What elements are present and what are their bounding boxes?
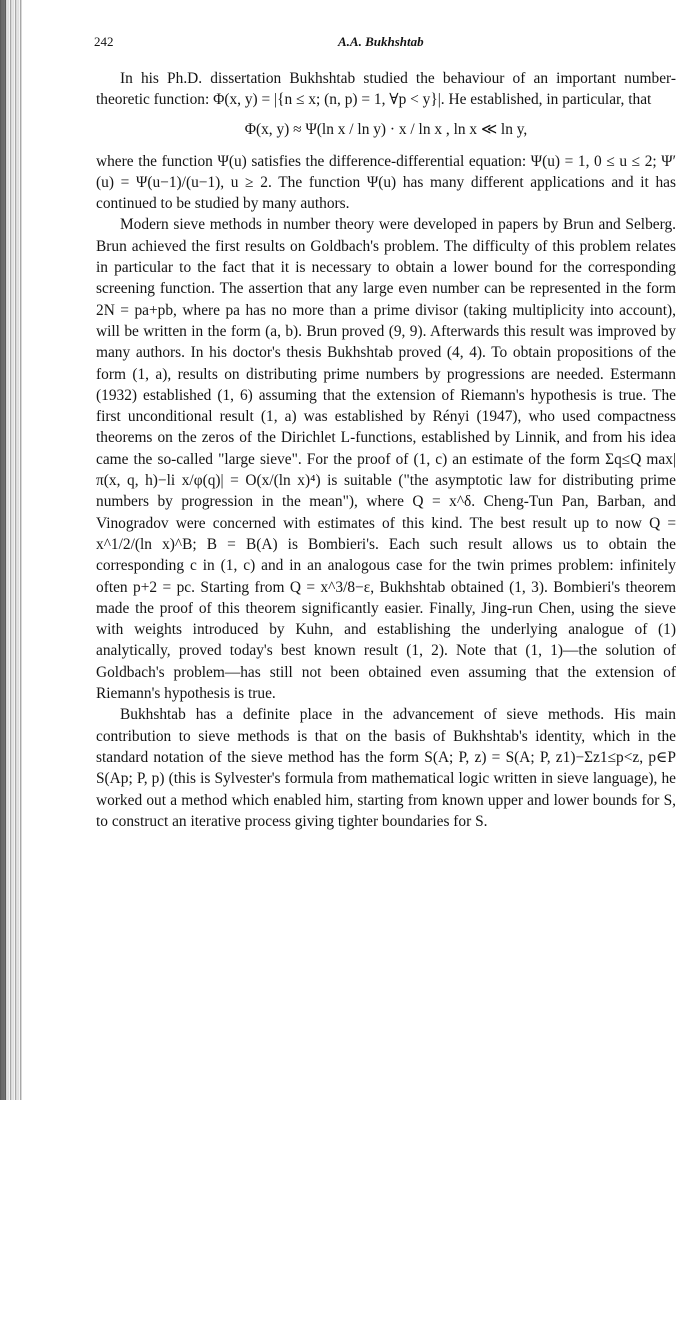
paragraph-bukhshtab-contribution: Bukhshtab has a definite place in the advancement of sieve methods. His main contribution to sieve methods is that on the basis of Bukhshtab's identity, which in the standard notation of the sieve method has the form S(A; P, z) = S(A; P, z1)−Σz1≤p<z, p∈P S(Ap; P, p) (this is Sylvester's formula from mathematical logic written in sieve language), he worked out a method which enabled him, starting from known upper and lower bounds for S, to construct an iterative process giving tighter boundaries for S.: [96, 706, 676, 830]
display-formula: Φ(x, y) ≈ Ψ(ln x / ln y) · x / ln x , ln x ≪ ln y,: [244, 120, 528, 138]
paragraph-intro: In his Ph.D. dissertation Bukhshtab studied the behaviour of an important number-theoretic function: Φ(x, y) = |{n ≤ x; (n, p) = 1, ∀p < y}|. He established, in particular, that: [96, 70, 676, 109]
running-title: A.A. Bukhshtab: [338, 34, 424, 49]
page-number: 242: [94, 34, 114, 49]
paragraph-sieve-history: Modern sieve methods in number theory were developed in papers by Brun and Selberg. Brun achieved the first results on Goldbach's problem. The difficulty of this problem relates in particular to the fact that it is necessary to obtain a lower bound for the corresponding screening function. The assertion that any large even number can be represented in the form 2N = pa+pb, where pa has no more than a prime divisor (taking multiplicity into account), will be written in the form (a, b). Brun proved (9, 9). Afterwards this result was improved by many authors. In his doctor's thesis Bukhshtab proved (4, 4). To obtain propositions of the form (1, a), results on distributing prime numbers by progressions are needed. Estermann (1932) established (1, 6) assuming that the extension of Riemann's hypothesis is true. The first unconditional result (1, a) was established by Rényi (1947), who used compactness theorems on the zeros of the Dirichlet L-functions, established by Linnik, and from his idea came the so-called "large sieve". For the proof of (1, c) an estimate of the form Σq≤Q max|π(x, q, h)−li x/φ(q)| = O(x/(ln x)⁴) is suitable ("the asymptotic law for distributing prime numbers by progression in the mean"), where Q = x^δ. Cheng-Tun Pan, Barban, and Vinogradov were concerned with estimates of this kind. The best result up to now Q = x^1/2/(ln x)^B; B = B(A) is Bombieri's. Each such result allows us to obtain the corresponding c in (1, c) and in an analogous case for the twin primes problem: infinitely often p+2 = pc. Starting from Q = x^3/8−ε, Bukhshtab obtained (1, 3). Bombieri's theorem made the proof of this theorem significantly easier. Finally, Jing-run Chen, using the sieve with weights introduced by Kuhn, and establishing the underlying analogue of (1) analytically, proved today's best known result (1, 2). Note that (1, 1)—the solution of Goldbach's problem—has still not been obtained even assuming that the extension of Riemann's hypothesis is true.: [96, 216, 676, 703]
body-text: [96, 68, 676, 832]
paragraph-psi-equation: where the function Ψ(u) satisfies the difference-differential equation: Ψ(u) = 1, 0 ≤ u ≤ 2; Ψ′(u) = Ψ(u−1)/(u−1), u ≥ 2. The function Ψ(u) has many different applications and it has continued to be studied by many authors.: [96, 152, 676, 213]
page-header: [94, 34, 679, 54]
